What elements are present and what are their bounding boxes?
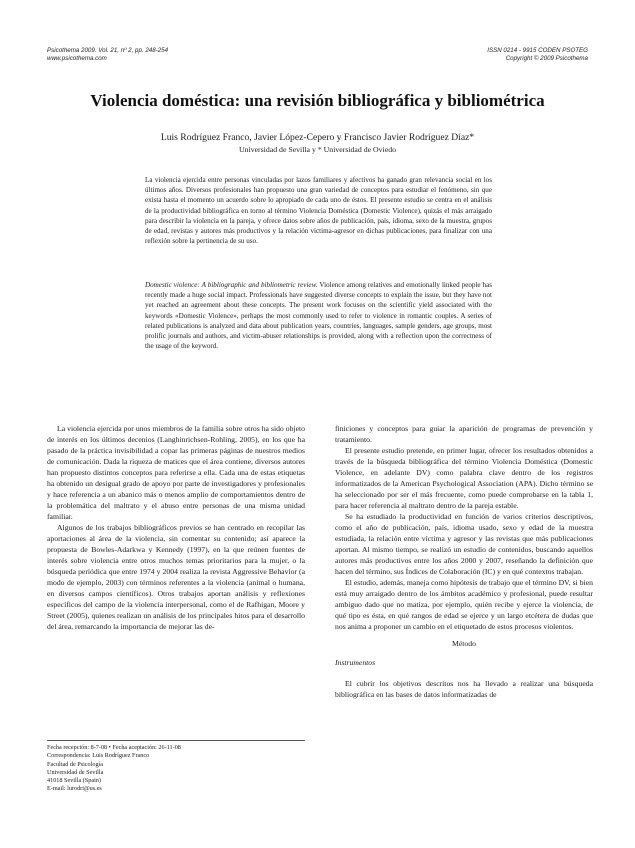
journal-citation: Psicothema 2009. Vol. 21, nº 2, pp. 248-254 <box>47 47 169 54</box>
journal-header-right <box>487 47 588 63</box>
abstract-english <box>145 280 492 351</box>
correspondence-author: Correspondencia: Luis Rodríguez Franco <box>47 752 150 760</box>
correspondence-footnote <box>47 740 305 794</box>
correspondence-city: 41018 Sevilla (Spain) <box>47 777 101 785</box>
body-paragraph: finiciones y conceptos para guiar la aparición de programas de prevención y tratamiento. <box>335 424 593 444</box>
article-authors: Luis Rodríguez Franco, Javier López-Cepero y Francisco Javier Rodríguez Díaz* <box>160 132 475 143</box>
body-paragraph: La violencia ejercida por unos miembros de la familia sobre otros ha sido objeto de interés en los últimos decenios (Langhinrichsen-Rohling, 2005), en los que ha pasado de la práctica invisibilidad a copar las primeras páginas de nuestros medios de comunicación. Dada la riqueza de matices que el área contiene, diversos autores han propuesto distintos conceptos para referirse a ella. Cada una de estas etiquetas ha obtenido un desigual grado de apoyo por parte de investigadores y profesionales y hace referencia a un abanico más o menos amplio de comportamientos dentro de la problemática del maltrato y el abuso entre personas de una misma unidad familiar. <box>47 424 305 521</box>
body-paragraph: El cubrir los objetivos descritos nos ha llevado a realizar una búsqueda bibliográfica en las bases de datos informatizadas de <box>335 679 593 699</box>
abstract-spanish: La violencia ejercida entre personas vinculadas por lazos familiares y afectivos ha ganado gran relevancia social en los últimos años. Diversos profesionales han propuesto una gran variedad de conceptos para estudiar el fenómeno, sin que exista hasta el momento un acuerdo sobre lo apropiado de cada uno de éstos. El presente estudio se centra en el análisis de la productividad bibliográfica en torno al término Violencia Doméstica (Domestic Violence), quizás el más arraigado para describir la violencia en la pareja, y ofrece datos sobre años de publicación, país, idioma, sexo de la muestra, grupos de edad, revistas y autores más productivos y la relación víctima-agresor en dichas publicaciones, para finalizar con una reflexión sobre la pertinencia de su uso. <box>145 176 492 246</box>
body-column-left <box>47 423 305 632</box>
body-paragraph: Algunos de los trabajos bibliográficos previos se han centrado en recopilar las aportaciones al área de la violencia, sin comentar su contenido; así aparece la propuesta de Bowles-Adarkwa y Kennedy (1997), en la que reúnen fuentes de interés sobre violencia entre otros muchos temas prioritarios para la mujer, o la búsqueda periódica que entre 1974 y 2004 realiza la revista Aggressive Behavior (a modo de ejemplo, 2003) con términos referentes a la violencia (animal o humana, en diversos campos científicos). Otros trabajos aportan análisis y reflexiones específicos del campo de la violencia interpersonal, como el de Rafhigan, Moore y Street (2005), quienes realizan un análisis de los principales hitos para el desarrollo del área, remarcando la importancia de mejorar las de- <box>47 523 305 631</box>
correspondence-faculty: Facultad de Psicología <box>47 760 104 768</box>
abstract-english-title: Domestic violence: A bibliographic and bibliometric review. <box>145 281 318 289</box>
section-heading-metodo: Método <box>452 639 476 648</box>
issn-line: ISSN 0214 - 9915 CODEN PSOTEG <box>487 47 588 54</box>
body-paragraph: Se ha estudiado la productividad en función de varios criterios descriptivos, como el año de publicación, país, idioma usado, sexo y edad de la muestra estudiada, la relación entre víctima y agresor y las revistas que más publicaciones aportan. Al mismo tiempo, se realizó un estudio de contenidos, buscando aquellos autores más productivos entre los años 2000 y 2007, reseñando la definición que hacen del término, sus Índices de Colaboración (IC) y en qué contextos trabajan. <box>335 512 593 576</box>
journal-header-left <box>47 47 168 63</box>
correspondence-email[interactable]: E-mail: lurodri@us.es <box>47 785 102 793</box>
article-title: Violencia doméstica: una revisión bibliográfica y bibliométrica <box>90 91 545 110</box>
subsection-heading-instrumentos: Instrumentos <box>335 658 376 667</box>
correspondence-university: Universidad de Sevilla <box>47 768 104 776</box>
journal-website[interactable]: www.psicothema.com <box>47 55 107 62</box>
abstract-english-text: Violence among relatives and emotionally linked people has recently made a huge social impact. Professionals have suggested diverse concepts to explain the issue, but they have not yet reached an agreement about these concepts. The present work focuses on the scientific yield associated with the keywords «Domestic Violence», perhaps the most commonly used to refer to violence in romantic couples. A series of related publications is analyzed and data about publication years, countries, languages, sample genders, age groups, most prolific journals and authors, and victim-abuser relationships is provided, along with a reflection upon the correctness of the usage of the keyword. <box>145 281 492 351</box>
article-affiliation: Universidad de Sevilla y * Universidad de Oviedo <box>239 145 396 154</box>
received-accepted-dates: Fecha recepción: 8-7-08 • Fecha aceptación: 26-11-08 <box>47 744 181 751</box>
body-column-right <box>335 423 593 700</box>
body-paragraph: El presente estudio pretende, en primer lugar, ofrecer los resultados obtenidos a través de la búsqueda bibliográfica del término Violencia Doméstica (Domestic Violence, en adelante DV) como palabra clave dentro de los registros informatizados de la American Psychological Association (APA). Dicho término se ha seleccionado por ser el más frecuente, como puede comprobarse en la tabla 1, para hacer referencia al maltrato dentro de la pareja estable. <box>335 446 593 510</box>
body-paragraph: El estudio, además, maneja como hipótesis de trabajo que el término DV, si bien está muy arraigado dentro de los ámbitos académico y profesional, puede resultar ambiguo dado que no matiza, por ejemplo, quién recibe y ejerce la violencia, de qué tipo es ésta, en qué rangos de edad se ejerce y un largo etcétera de dudas que nos anima a proponer un cambio en el etiquetado de estos procesos violentos. <box>335 578 593 631</box>
copyright-line: Copyright © 2009 Psicothema <box>505 55 588 62</box>
